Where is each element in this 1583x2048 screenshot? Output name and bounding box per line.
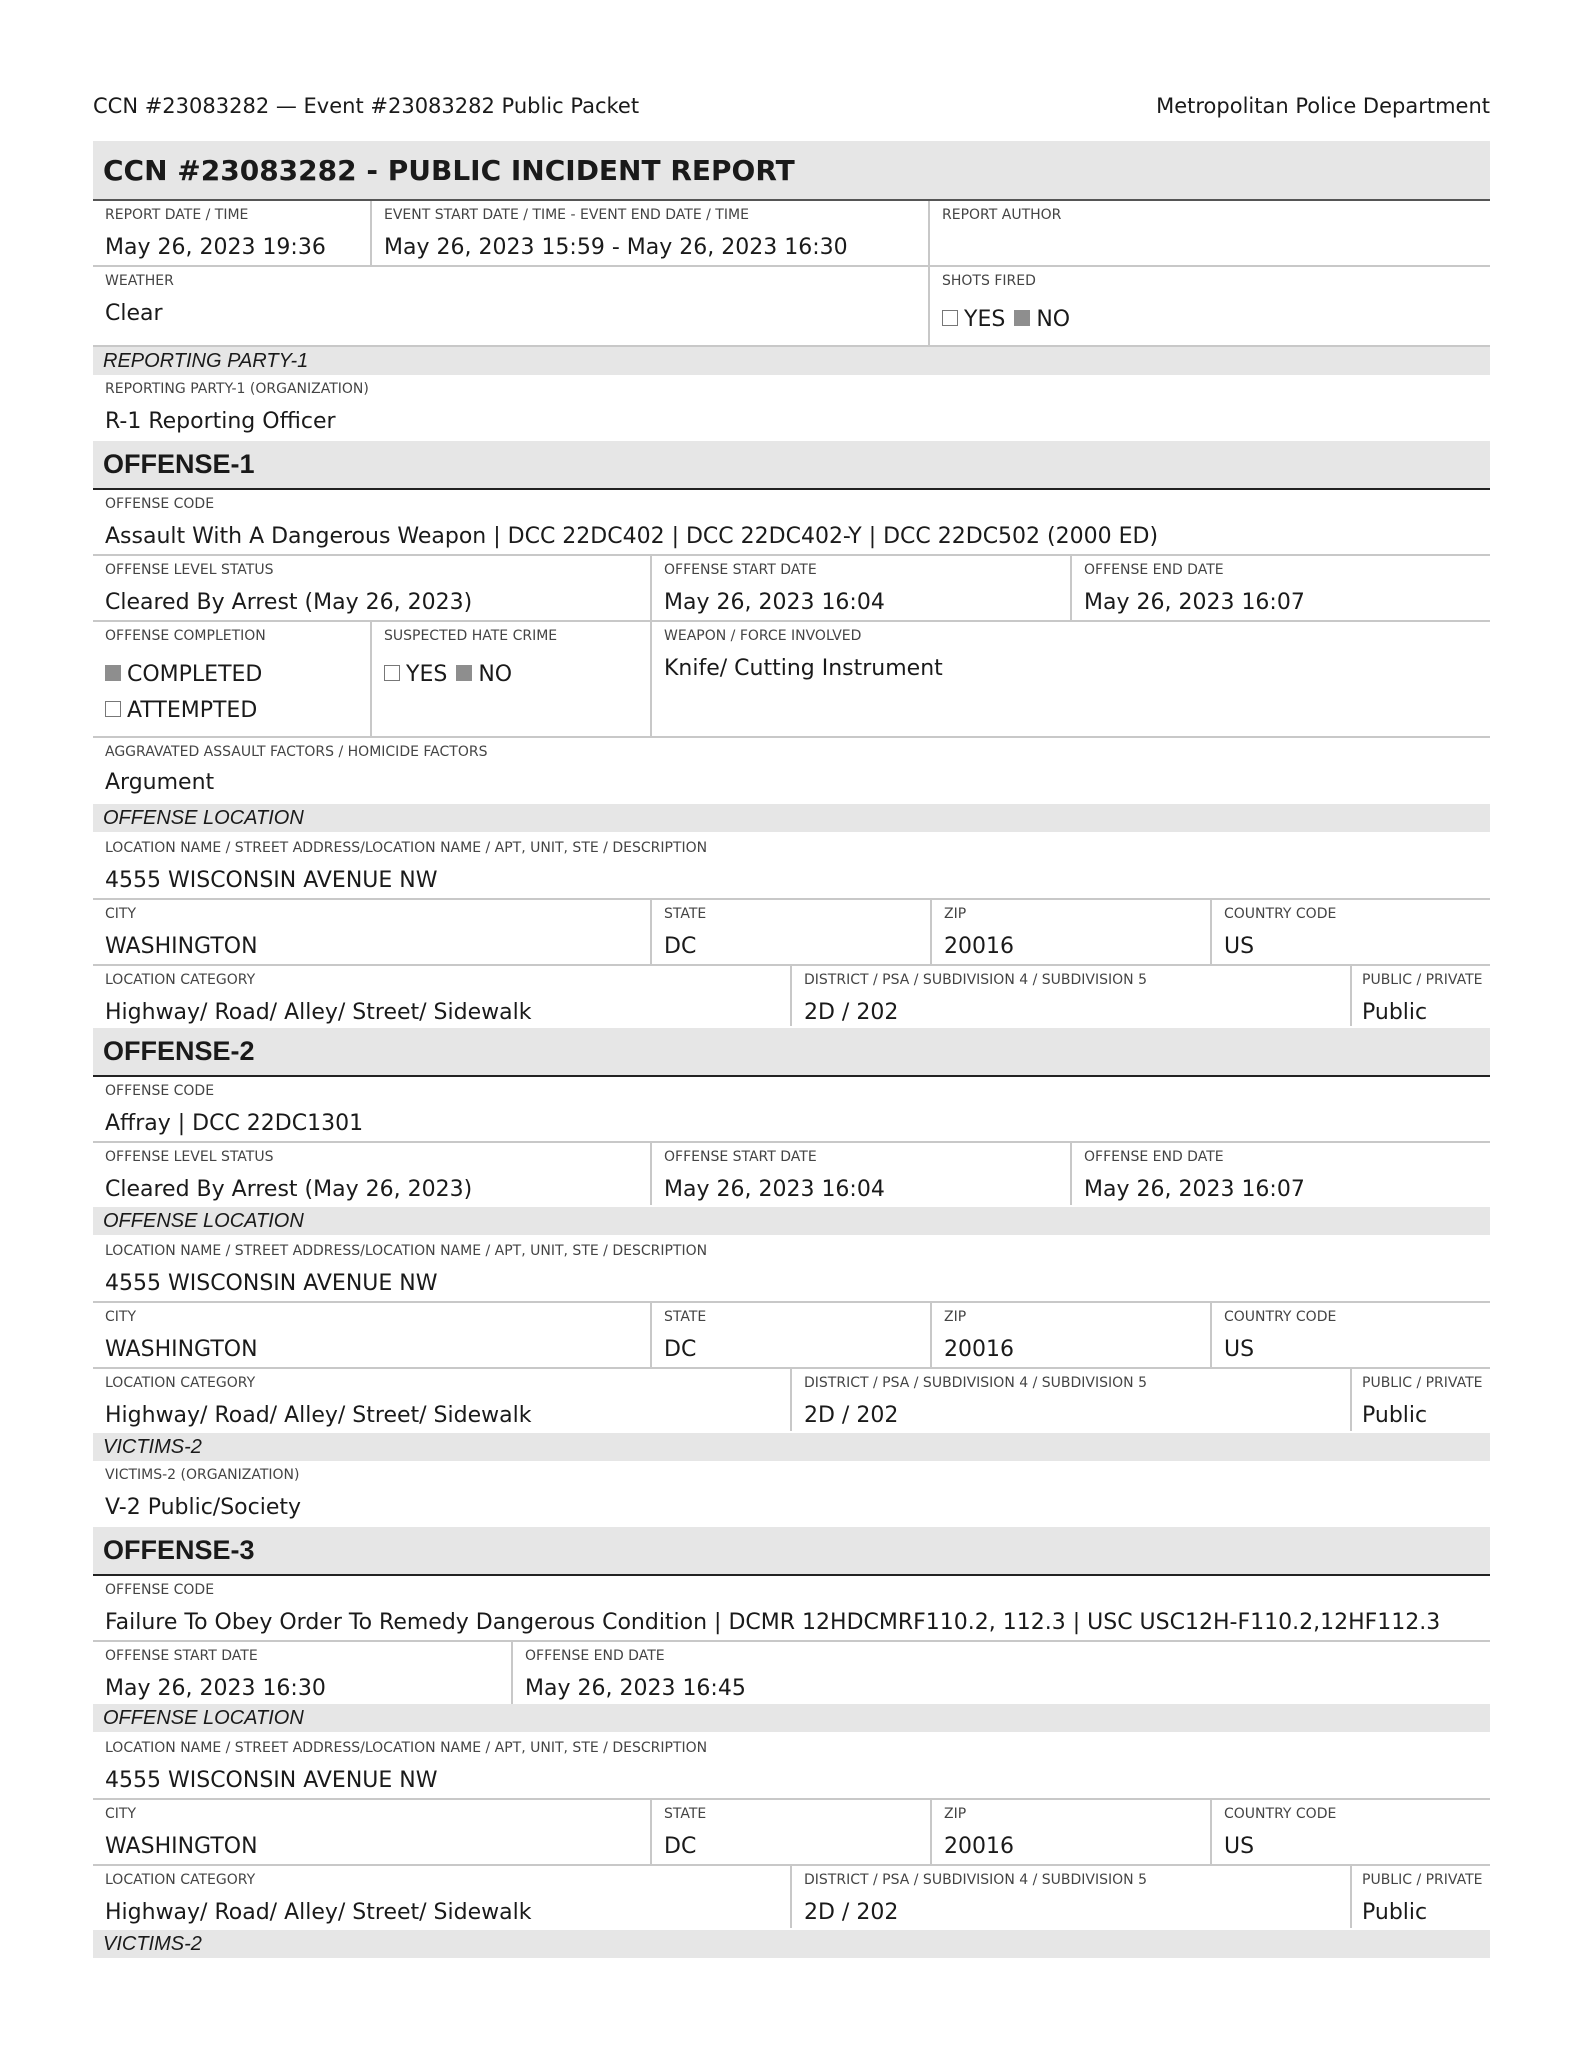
section-title: VICTIMS-2 — [103, 1933, 202, 1955]
report-datetime-row — [93, 201, 1490, 267]
location-name-value: 4555 WISCONSIN AVENUE NW — [105, 868, 438, 893]
field-label: CITY — [105, 906, 137, 922]
field-label: OFFENSE LEVEL STATUS — [105, 1149, 274, 1165]
department-name: Metropolitan Police Department — [1156, 94, 1490, 118]
field-label: PUBLIC / PRIVATE — [1362, 972, 1483, 988]
offense-3-code-row — [93, 1576, 1490, 1642]
offense-code-value: Affray | DCC 22DC1301 — [105, 1111, 364, 1136]
zip-value: 20016 — [944, 1834, 1014, 1859]
completed-checkbox[interactable] — [105, 665, 121, 681]
field-label: DISTRICT / PSA / SUBDIVISION 4 / SUBDIVISION 5 — [804, 1375, 1147, 1391]
offense-1-completion-row — [93, 622, 1490, 738]
field-label: STATE — [664, 1309, 707, 1325]
shots-yes-checkbox[interactable] — [942, 310, 958, 326]
category-row — [93, 1866, 1490, 1928]
event-datetime-cell — [370, 201, 928, 265]
weather-row — [93, 267, 1490, 347]
location-name-value: 4555 WISCONSIN AVENUE NW — [105, 1271, 438, 1296]
field-label: SUSPECTED HATE CRIME — [384, 628, 558, 644]
option-label: ATTEMPTED — [127, 698, 258, 723]
offense-code-cell — [93, 1576, 1490, 1640]
field-label: COUNTRY CODE — [1224, 1806, 1337, 1822]
field-label: SHOTS FIRED — [942, 273, 1036, 289]
field-label: OFFENSE START DATE — [105, 1648, 258, 1664]
page-header — [93, 94, 1490, 124]
offense-start-value: May 26, 2023 16:04 — [664, 590, 885, 615]
country-cell — [1210, 900, 1490, 964]
field-label: LOCATION NAME / STREET ADDRESS/LOCATION NAME / APT, UNIT, STE / DESCRIPTION — [105, 840, 708, 856]
section-title: OFFENSE LOCATION — [103, 1707, 304, 1729]
offense-end-cell — [1070, 1143, 1490, 1205]
location-name-row — [93, 1734, 1490, 1800]
public-private-value: Public — [1362, 1403, 1428, 1428]
offense-3-dates-row — [93, 1642, 1490, 1704]
state-cell — [650, 900, 930, 964]
public-private-cell — [1350, 1866, 1490, 1928]
hate-crime-cell — [370, 622, 650, 736]
field-label: PUBLIC / PRIVATE — [1362, 1375, 1483, 1391]
field-label: VICTIMS-2 (ORGANIZATION) — [105, 1467, 300, 1483]
offense-start-cell — [650, 556, 1070, 620]
district-value: 2D / 202 — [804, 1000, 899, 1025]
field-label: CITY — [105, 1806, 137, 1822]
field-label: REPORTING PARTY-1 (ORGANIZATION) — [105, 381, 369, 397]
section-title: OFFENSE LOCATION — [103, 807, 304, 829]
field-label: OFFENSE CODE — [105, 496, 215, 512]
field-label: LOCATION NAME / STREET ADDRESS/LOCATION NAME / APT, UNIT, STE / DESCRIPTION — [105, 1740, 708, 1756]
offense-status-cell — [93, 1143, 650, 1205]
offense-end-value: May 26, 2023 16:07 — [1084, 590, 1305, 615]
field-label: OFFENSE CODE — [105, 1083, 215, 1099]
offense-code-cell — [93, 490, 1490, 554]
field-label: ZIP — [944, 906, 967, 922]
field-label: OFFENSE END DATE — [1084, 562, 1224, 578]
public-private-value: Public — [1362, 1900, 1428, 1925]
offense-end-cell — [1070, 556, 1490, 620]
report-datetime-cell — [93, 201, 370, 265]
field-label: OFFENSE LEVEL STATUS — [105, 562, 274, 578]
category-cell — [93, 1866, 790, 1928]
report-title-bar — [93, 141, 1490, 201]
victims-section — [93, 1433, 1490, 1461]
category-value: Highway/ Road/ Alley/ Street/ Sidewalk — [105, 1000, 532, 1025]
reporting-party-cell — [93, 377, 1490, 439]
section-title: VICTIMS-2 — [103, 1436, 202, 1458]
field-label: PUBLIC / PRIVATE — [1362, 1872, 1483, 1888]
public-private-value: Public — [1362, 1000, 1428, 1025]
offense-3-header — [93, 1527, 1490, 1576]
shots-fired-options — [942, 307, 1070, 332]
city-value: WASHINGTON — [105, 1834, 258, 1859]
offense-2-status-row — [93, 1143, 1490, 1205]
offense-code-cell — [93, 1077, 1490, 1141]
district-value: 2D / 202 — [804, 1900, 899, 1925]
section-title: REPORTING PARTY-1 — [103, 350, 309, 372]
field-label: OFFENSE COMPLETION — [105, 628, 266, 644]
field-label: WEATHER — [105, 273, 174, 289]
option-label: YES — [964, 307, 1006, 332]
city-row — [93, 1800, 1490, 1866]
weapon-cell — [650, 622, 1490, 736]
field-label: STATE — [664, 906, 707, 922]
city-cell — [93, 1800, 650, 1864]
city-value: WASHINGTON — [105, 934, 258, 959]
weather-cell — [93, 267, 928, 345]
category-row — [93, 1369, 1490, 1431]
field-label: LOCATION CATEGORY — [105, 1375, 256, 1391]
event-datetime-value: May 26, 2023 15:59 - May 26, 2023 16:30 — [384, 235, 848, 260]
hate-no-checkbox[interactable] — [456, 665, 472, 681]
field-label: OFFENSE END DATE — [1084, 1149, 1224, 1165]
country-cell — [1210, 1800, 1490, 1864]
offense-end-value: May 26, 2023 16:07 — [1084, 1177, 1305, 1202]
state-cell — [650, 1303, 930, 1367]
country-value: US — [1224, 1834, 1255, 1859]
offense-2-code-row — [93, 1077, 1490, 1143]
victims-row — [93, 1463, 1490, 1525]
category-cell — [93, 1369, 790, 1431]
city-cell — [93, 1303, 650, 1367]
weather-value: Clear — [105, 301, 163, 326]
zip-cell — [930, 1303, 1210, 1367]
field-label: OFFENSE CODE — [105, 1582, 215, 1598]
offense-2-header — [93, 1028, 1490, 1077]
category-cell — [93, 966, 790, 1026]
offense-3-location-section — [93, 1704, 1490, 1732]
offense-1-code-row — [93, 490, 1490, 556]
field-label: WEAPON / FORCE INVOLVED — [664, 628, 862, 644]
city-value: WASHINGTON — [105, 1337, 258, 1362]
aggravated-row — [93, 738, 1490, 798]
field-label: LOCATION CATEGORY — [105, 972, 256, 988]
offense-1-status-row — [93, 556, 1490, 622]
field-label: COUNTRY CODE — [1224, 1309, 1337, 1325]
offense-code-value: Failure To Obey Order To Remedy Dangerous Condition | DCMR 12HDCMRF110.2, 112.3 | USC USC12H-F110.2,12HF112.3 — [105, 1610, 1441, 1635]
field-label: CITY — [105, 1309, 137, 1325]
zip-cell — [930, 1800, 1210, 1864]
field-label: REPORT DATE / TIME — [105, 207, 249, 223]
country-value: US — [1224, 1337, 1255, 1362]
state-cell — [650, 1800, 930, 1864]
district-cell — [790, 1866, 1350, 1928]
offense-start-cell — [93, 1642, 511, 1704]
country-value: US — [1224, 934, 1255, 959]
reporting-party-section — [93, 347, 1490, 375]
field-label: ZIP — [944, 1806, 967, 1822]
city-cell — [93, 900, 650, 964]
field-label: OFFENSE END DATE — [525, 1648, 665, 1664]
offense-end-cell — [511, 1642, 1490, 1704]
offense-status-value: Cleared By Arrest (May 26, 2023) — [105, 590, 473, 615]
offense-status-value: Cleared By Arrest (May 26, 2023) — [105, 1177, 473, 1202]
district-cell — [790, 1369, 1350, 1431]
field-label: AGGRAVATED ASSAULT FACTORS / HOMICIDE FACTORS — [105, 744, 488, 760]
packet-title: CCN #23083282 — Event #23083282 Public Packet — [93, 94, 640, 118]
report-datetime-value: May 26, 2023 19:36 — [105, 235, 326, 260]
offense-start-cell — [650, 1143, 1070, 1205]
report-title: CCN #23083282 - PUBLIC INCIDENT REPORT — [103, 154, 795, 187]
location-name-row — [93, 834, 1490, 900]
country-cell — [1210, 1303, 1490, 1367]
report-author-cell — [928, 201, 1490, 265]
attempted-option — [105, 698, 257, 723]
offense-status-cell — [93, 556, 650, 620]
field-label: OFFENSE START DATE — [664, 1149, 817, 1165]
offense-code-value: Assault With A Dangerous Weapon | DCC 22DC402 | DCC 22DC402-Y | DCC 22DC502 (2000 ED) — [105, 524, 1159, 549]
location-name-value: 4555 WISCONSIN AVENUE NW — [105, 1768, 438, 1793]
zip-value: 20016 — [944, 1337, 1014, 1362]
option-label: COMPLETED — [127, 662, 263, 687]
location-name-cell — [93, 834, 1490, 898]
city-row — [93, 1303, 1490, 1369]
field-label: OFFENSE START DATE — [664, 562, 817, 578]
offense-1-header — [93, 441, 1490, 490]
state-value: DC — [664, 1337, 697, 1362]
offense-title: OFFENSE-2 — [103, 1036, 255, 1066]
public-private-cell — [1350, 1369, 1490, 1431]
state-value: DC — [664, 934, 697, 959]
aggravated-value: Argument — [105, 770, 215, 795]
category-value: Highway/ Road/ Alley/ Street/ Sidewalk — [105, 1900, 532, 1925]
shots-fired-cell — [928, 267, 1490, 345]
offense-title: OFFENSE-3 — [103, 1535, 255, 1565]
field-label: STATE — [664, 1806, 707, 1822]
reporting-party-row — [93, 377, 1490, 439]
attempted-checkbox[interactable] — [105, 701, 121, 717]
victims-cell — [93, 1463, 1490, 1525]
completed-option — [105, 662, 262, 687]
public-private-cell — [1350, 966, 1490, 1026]
zip-value: 20016 — [944, 934, 1014, 959]
weapon-value: Knife/ Cutting Instrument — [664, 656, 943, 681]
option-label: NO — [1036, 307, 1071, 332]
option-label: YES — [406, 662, 448, 687]
zip-cell — [930, 900, 1210, 964]
field-label: DISTRICT / PSA / SUBDIVISION 4 / SUBDIVISION 5 — [804, 1872, 1147, 1888]
offense-start-value: May 26, 2023 16:30 — [105, 1676, 326, 1701]
field-label: LOCATION NAME / STREET ADDRESS/LOCATION NAME / APT, UNIT, STE / DESCRIPTION — [105, 1243, 708, 1259]
reporting-party-value: R-1 Reporting Officer — [105, 409, 336, 434]
victim-value: V-2 Public/Society — [105, 1495, 302, 1520]
section-title: OFFENSE LOCATION — [103, 1210, 304, 1232]
offense-start-value: May 26, 2023 16:04 — [664, 1177, 885, 1202]
field-label: REPORT AUTHOR — [942, 207, 1062, 223]
field-label: ZIP — [944, 1309, 967, 1325]
location-name-cell — [93, 1237, 1490, 1301]
field-label: LOCATION CATEGORY — [105, 1872, 256, 1888]
hate-crime-options — [384, 662, 512, 687]
field-label: COUNTRY CODE — [1224, 906, 1337, 922]
category-value: Highway/ Road/ Alley/ Street/ Sidewalk — [105, 1403, 532, 1428]
option-label: NO — [478, 662, 513, 687]
offense-completion-cell — [93, 622, 370, 736]
field-label: EVENT START DATE / TIME - EVENT END DATE / TIME — [384, 207, 749, 223]
hate-yes-checkbox[interactable] — [384, 665, 400, 681]
category-row — [93, 966, 1490, 1026]
victims-section — [93, 1930, 1490, 1958]
state-value: DC — [664, 1834, 697, 1859]
aggravated-cell — [93, 738, 1490, 798]
city-row — [93, 900, 1490, 966]
offense-1-location-section — [93, 804, 1490, 832]
location-name-row — [93, 1237, 1490, 1303]
field-label: DISTRICT / PSA / SUBDIVISION 4 / SUBDIVISION 5 — [804, 972, 1147, 988]
offense-title: OFFENSE-1 — [103, 449, 255, 479]
offense-end-value: May 26, 2023 16:45 — [525, 1676, 746, 1701]
shots-no-checkbox[interactable] — [1014, 310, 1030, 326]
district-cell — [790, 966, 1350, 1026]
location-name-cell — [93, 1734, 1490, 1798]
district-value: 2D / 202 — [804, 1403, 899, 1428]
offense-2-location-section — [93, 1207, 1490, 1235]
